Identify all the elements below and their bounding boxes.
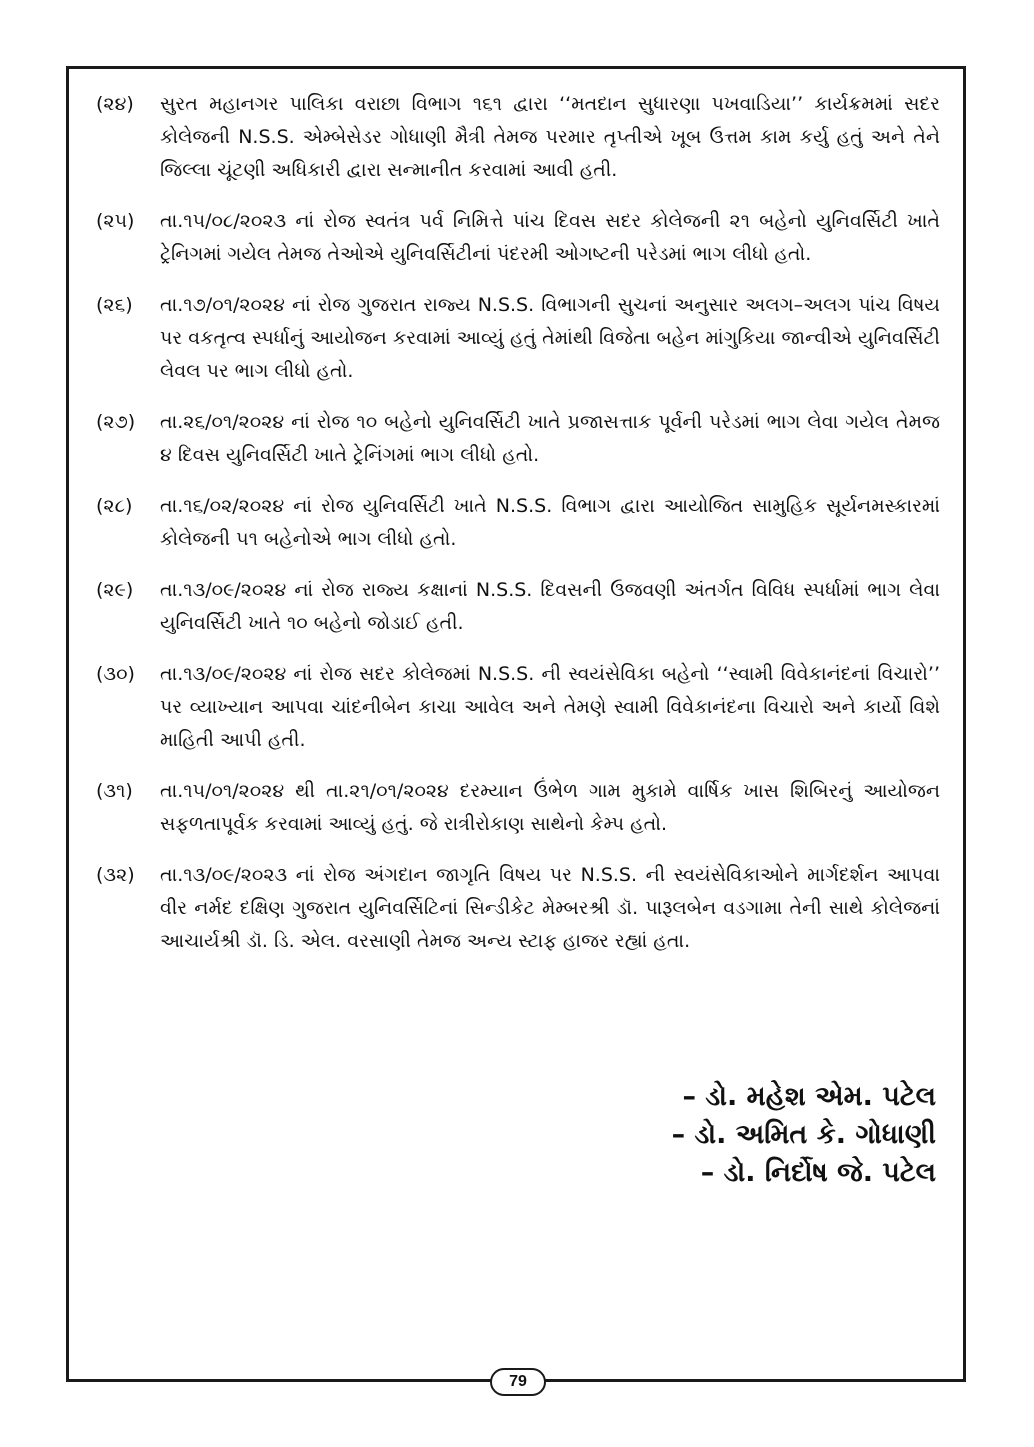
list-item [96, 490, 940, 556]
signature-block [672, 1078, 936, 1192]
item-text: તા.૧૭/૦૧/૨૦૨૪ નાં રોજ ગુજરાત રાજ્ય N.S.S. વિભાગની સુચનાં અનુસાર અલગ–અલગ પાંચ વિષય પર વકતૃત્વ સ્પર્ધાનું આયોજન કરવામાં આવ્યું હતું તેમાંથી વિજેતા બહેન માંગુકિયા જાન્વીએ યુનિવર્સિટી લેવલ પર ભાગ લીધો હતો. [160, 294, 940, 382]
list-item [96, 775, 940, 841]
item-text: તા.૧૩/૦૯/૨૦૨૩ નાં રોજ અંગદાન જાગૃતિ વિષય પર N.S.S. ની સ્વયંસેવિકાઓને માર્ગદર્શન આપવા વીર નર્મદ દક્ષિણ ગુજરાત યુનિવર્સિટિનાં સિન્ડીકેટ મેમ્બરશ્રી ડૉ. પારૂલબેન વડગામા તેની સાથે કોલેજનાં આચાર્યશ્રી ડૉ. ડિ. એલ. વરસાણી તેમજ અન્ય સ્ટાફ હાજર રહ્યાં હતા. [160, 864, 940, 952]
list-item [96, 859, 940, 958]
item-text: તા.૨૬/૦૧/૨૦૨૪ નાં રોજ ૧૦ બહેનો યુનિવર્સિટી ખાતે પ્રજાસત્તાક પૂર્વની પરેડમાં ભાગ લેવા ગયેલ તેમજ ૪ દિવસ યુનિવર્સિટી ખાતે ટ્રેનિંગમાં ભાગ લીધો હતો. [160, 411, 940, 466]
item-number: (૩૧) [96, 780, 133, 802]
list-item [96, 289, 940, 388]
item-number: (૩૦) [96, 663, 135, 685]
item-number: (૨૫) [96, 210, 135, 232]
item-number: (૩૨) [96, 864, 135, 886]
item-text: સુરત મહાનગર પાલિકા વરાછા વિભાગ ૧૬૧ દ્વારા ‘‘મતદાન સુધારણા પખવાડિયા’’ કાર્યક્રમમાં સદર કોલેજની N.S.S. એમ્બેસેડર ગોધાણી મૈત્રી તેમજ પરમાર તૃપ્તીએ ખૂબ ઉત્તમ કામ કર્યુ હતું અને તેને જિલ્લા ચૂંટણી અધિકારી દ્વારા સન્માનીત કરવામાં આવી હતી. [160, 93, 940, 181]
item-text: તા.૧૫/૦૧/૨૦૨૪ થી તા.૨૧/૦૧/૨૦૨૪ દરમ્યાન ઉંભેળ ગામ મુકામે વાર્ષિક ખાસ શિબિરનું આયોજન સફળતાપૂર્વક કરવામાં આવ્યું હતું. જે રાત્રીરોકાણ સાથેનો કેમ્પ હતો. [160, 780, 940, 835]
item-number: (૨૬) [96, 294, 133, 316]
item-text: તા.૧૩/૦૯/૨૦૨૪ નાં રોજ રાજ્ય કક્ષાનાં N.S.S. દિવસની ઉજવણી અંતર્ગત વિવિધ સ્પર્ધામાં ભાગ લેવા યુનિવર્સિટી ખાતે ૧૦ બહેનો જોડાઈ હતી. [160, 579, 940, 634]
item-number: (૨૯) [96, 579, 134, 601]
list-item [96, 205, 940, 271]
signature-line: – ડો. મહેશ એમ. પટેલ [682, 1081, 936, 1112]
list-item [96, 88, 940, 187]
item-text: તા.૧૬/૦૨/૨૦૨૪ નાં રોજ યુનિવર્સિટી ખાતે N.S.S. વિભાગ દ્વારા આયોજિત સામુહિક સૂર્યનમસ્કારમાં કોલેજની ૫૧ બહેનોએ ભાગ લીધો હતો. [160, 495, 940, 550]
item-number: (૨૭) [96, 411, 136, 433]
list-item [96, 406, 940, 472]
signature-line: – ડો. નિર્દોષ જે. પટેલ [700, 1157, 936, 1188]
page-number-badge: 79 [490, 1368, 546, 1396]
item-number: (૨૪) [96, 93, 134, 115]
activity-list [96, 88, 940, 976]
list-item [96, 658, 940, 757]
item-number: (૨૮) [96, 495, 133, 517]
item-text: તા.૧૩/૦૯/૨૦૨૪ નાં રોજ સદર કોલેજમાં N.S.S. ની સ્વયંસેવિકા બહેનો ‘‘સ્વામી વિવેકાનંદનાં વિચારો’’ પર વ્યાખ્યાન આપવા ચાંદનીબેન કાચા આવેલ અને તેમણે સ્વામી વિવેકાનંદના વિચારો અને કાર્યો વિશે માહિતી આપી હતી. [160, 663, 940, 751]
list-item [96, 574, 940, 640]
signature-line: – ડો. અમિત કે. ગોધાણી [671, 1119, 936, 1150]
item-text: તા.૧૫/૦૮/૨૦૨૩ નાં રોજ સ્વતંત્ર પર્વ નિમિત્તે પાંચ દિવસ સદર કોલેજની ૨૧ બહેનો યુનિવર્સિટી ખાતે ટ્રેનિગમાં ગયેલ તેમજ તેઓએ યુનિવર્સિટીનાં પંદરમી ઓગષ્ટની પરેડમાં ભાગ લીધો હતો. [160, 210, 940, 265]
